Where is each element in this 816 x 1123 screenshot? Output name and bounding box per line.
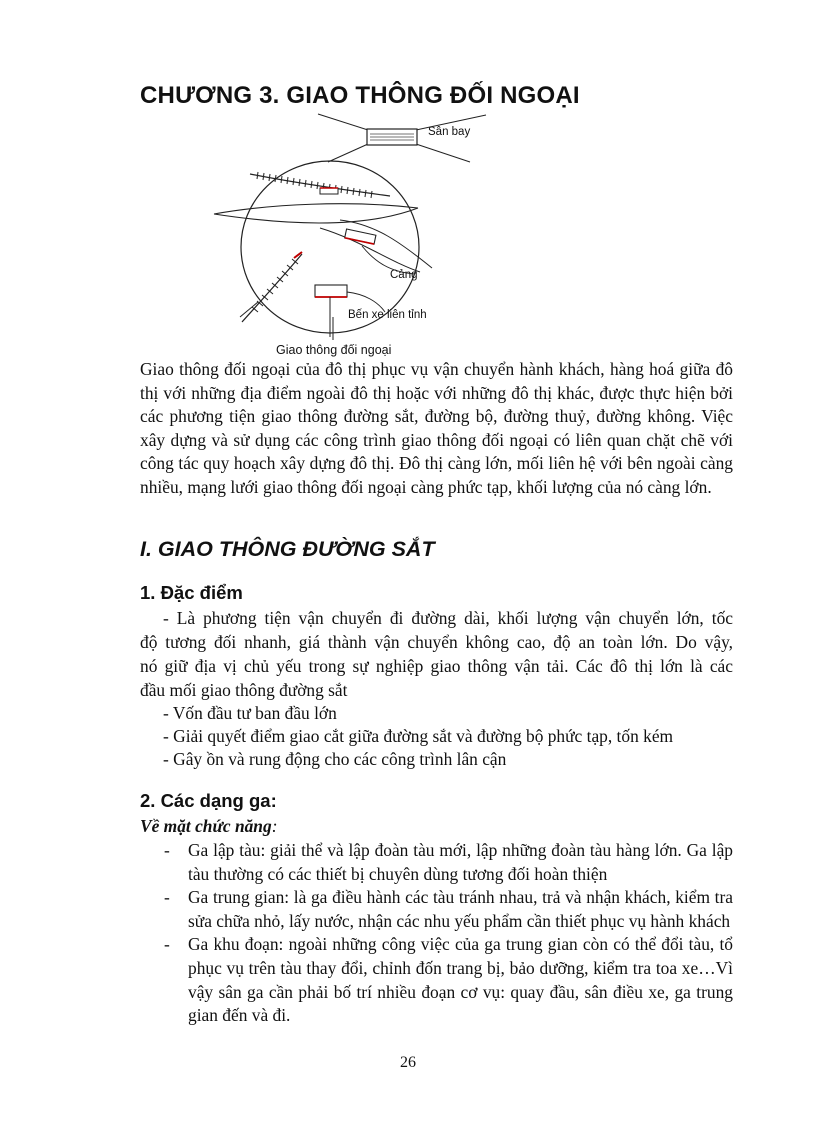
airport-label: Sân bay: [428, 126, 471, 138]
bus-station-label: Bến xe liên tỉnh: [348, 309, 427, 321]
characteristics-line: độ tương đối nhanh, giá thành vận chuyển không cao, độ an toàn lớn. Do vậy,: [140, 632, 733, 652]
page-number: 26: [400, 1054, 416, 1071]
characteristics-line: - Giải quyết điểm giao cắt giữa đường sắt và đường bộ phức tạp, tốn kém: [163, 726, 674, 746]
list-item: [140, 933, 733, 1027]
subsection-heading-station-types: 2. Các dạng ga:: [140, 790, 277, 811]
characteristics-line: - Là phương tiện vận chuyển đi đường dài, khối lượng vận chuyển lớn, tốc: [163, 608, 733, 628]
dash-bullet: -: [164, 887, 170, 908]
list-item-text: Ga khu đoạn: ngoài những công việc của ga trung gian còn có thể đổi tàu, tổ phục vụ trên tàu thay đổi, chỉnh đốn trang bị, bảo dưỡng, kiểm tra toa xe…Vì vậy sân ga cần phải bố trí nhiều đoạn cơ vụ: quay đầu, sân điều xe, ga trung gian đến và đi.: [188, 934, 733, 1026]
function-label-text: Về mặt chức năng: [140, 816, 272, 836]
station-types-list: [140, 839, 733, 1028]
figure-caption: Giao thông đối ngoại: [276, 343, 392, 357]
characteristics-line: nó giữ địa vị chủ yếu trong sự nghiệp giao thông vận tải. Các đô thị lớn là các: [140, 656, 733, 676]
chapter-title: CHƯƠNG 3. GIAO THÔNG ĐỐI NGOẠI: [140, 82, 580, 109]
bus-station: [315, 285, 347, 297]
port-label: Cảng: [390, 269, 418, 281]
airport-approach-line: [318, 114, 368, 130]
list-item: [140, 886, 733, 933]
function-label: [140, 816, 277, 837]
list-item-text: Ga trung gian: là ga điều hành các tàu tránh nhau, trả và nhận khách, kiểm tra sửa chữa nhỏ, lấy nước, nhận các nhu yếu phẩm cần thiết phục vụ hành khách: [188, 887, 733, 931]
section-heading-railway: I. GIAO THÔNG ĐƯỜNG SẮT: [140, 537, 435, 561]
function-label-colon: :: [271, 816, 278, 836]
port-facility: [345, 229, 376, 244]
airport-approach-line: [328, 144, 368, 162]
dash-bullet: -: [164, 840, 170, 860]
list-item: [140, 839, 733, 886]
list-item-text: Ga lập tàu: giải thể và lập đoàn tàu mới, lập những đoàn tàu hàng lớn. Ga lập tàu thường có các thiết bị chuyên dùng tương đối hoàn thiện: [188, 840, 733, 884]
waterway: [214, 204, 418, 214]
characteristics-line: - Vốn đầu tư ban đầu lớn: [163, 703, 337, 723]
railway-station: [320, 188, 338, 194]
diagram-drawing: [200, 112, 500, 362]
characteristics-line: đầu mối giao thông đường sắt: [140, 680, 348, 700]
characteristics-line: - Gây ồn và rung động cho các công trình lân cận: [163, 749, 507, 769]
dash-bullet: -: [164, 934, 170, 955]
airport-approach-line: [416, 144, 470, 162]
subsection-heading-characteristics: 1. Đặc điểm: [140, 582, 243, 603]
waterway: [214, 208, 418, 223]
intro-paragraph: Giao thông đối ngoại của đô thị phục vụ vận chuyển hành khách, hàng hoá giữa đô thị với những địa điểm ngoài đô thị hoặc với những đô thị khác, được thực hiện bởi các phương tiện giao thông đường sắt, đường bộ, đường thuỷ, đường không. Việc xây dựng và sử dụng các công trình giao thông đối ngoại có liên quan chặt chẽ với công tác quy hoạch xây dựng đô thị. Đô thị càng lớn, mối liên hệ với bên ngoài càng nhiều, mạng lưới giao thông đối ngoại càng phức tạp, khối lượng của nó càng lớn.: [140, 359, 733, 497]
external-transport-diagram: [200, 112, 500, 362]
